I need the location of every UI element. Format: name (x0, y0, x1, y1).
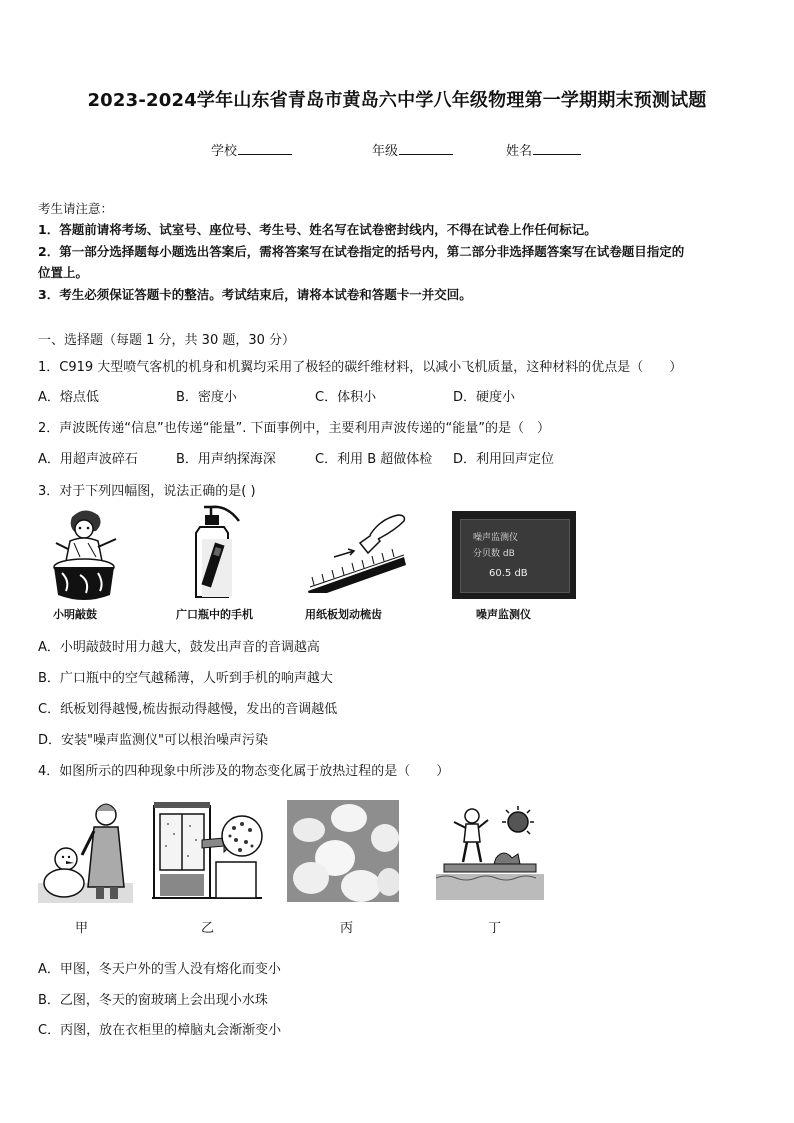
name-label: 姓名 (506, 144, 533, 159)
q3-option-a: A．小明敲鼓时用力越大，鼓发出声音的音调越高 (38, 640, 320, 655)
q3-caption-4: 噪声监测仪 (476, 608, 531, 621)
q3-caption-2: 广口瓶中的手机 (176, 608, 253, 621)
q2-option-a: A．用超声波碎石 (38, 452, 138, 467)
question-3-stem: 3．对于下列四幅图，说法正确的是( ) (38, 484, 256, 499)
question-2-stem: 2．声波既传递“信息”也传递“能量”. 下面事例中，主要利用声波传递的“能量”的是（ ） (38, 421, 550, 436)
q3-caption-1: 小明敲鼓 (53, 608, 97, 621)
mothballs-figure (287, 800, 399, 902)
notice-item-2-cont: 位置上。 (38, 265, 89, 280)
grade-field (372, 140, 453, 159)
q2-option-b: B．用声纳探海深 (176, 452, 276, 467)
monitor-screen (460, 519, 570, 593)
name-blank (533, 142, 581, 155)
drum-figure (44, 503, 124, 601)
q4-caption-bing: 丙 (340, 921, 354, 936)
q4-caption-yi: 乙 (201, 921, 215, 936)
school-field (211, 140, 292, 159)
q3-option-c: C．纸板划得越慢,梳齿振动得越慢，发出的音调越低 (38, 702, 338, 717)
q3-option-d: D．安装"噪声监测仪"可以根治噪声污染 (38, 733, 268, 748)
notice-heading: 考生请注意： (38, 201, 114, 216)
question-4-stem: 4．如图所示的四种现象中所涉及的物态变化属于放热过程的是（ ） (38, 764, 450, 779)
school-label: 学校 (211, 144, 238, 159)
question-1-stem: 1．C919 大型喷气客机的机身和机翼均采用了极轻的碳纤维材料，以减小飞机质量，这种材料的优点是（ ） (38, 360, 683, 375)
q4-caption-jia: 甲 (75, 921, 89, 936)
q4-option-b: B．乙图，冬天的窗玻璃上会出现小水珠 (38, 993, 268, 1008)
notice-item-2: 2．第一部分选择题每小题选出答案后，需将答案写在试卷指定的括号内，第二部分非选择题答案写在试卷题目指定的 (38, 244, 685, 259)
q1-option-b: B．密度小 (176, 390, 237, 405)
notice-item-1: 1．答题前请将考场、试室号、座位号、考生号、姓名写在试卷密封线内，不得在试卷上作任何标记。 (38, 222, 597, 237)
monitor-line-2: 分贝数 dB (473, 549, 515, 559)
q4-caption-ding: 丁 (488, 921, 502, 936)
monitor-reading: 60.5 dB (489, 568, 528, 579)
snowman-figure (38, 797, 133, 903)
comb-figure (304, 513, 408, 593)
school-blank (238, 142, 292, 155)
monitor-line-1: 噪声监测仪 (473, 533, 519, 543)
jar-figure (190, 505, 246, 601)
q4-option-c: C．丙图，放在衣柜里的樟脑丸会渐渐变小 (38, 1023, 282, 1038)
noise-monitor-figure (452, 511, 576, 599)
q1-option-c: C．体积小 (315, 390, 377, 405)
grade-label: 年级 (372, 144, 399, 159)
notice-item-3: 3．考生必须保证答题卡的整洁。考试结束后，请将本试卷和答题卡一并交回。 (38, 287, 472, 302)
window-figure (150, 800, 264, 904)
q2-option-d: D．利用回声定位 (453, 452, 555, 467)
q4-option-a: A．甲图，冬天户外的雪人没有熔化而变小 (38, 962, 281, 977)
section-heading: 一、选择题（每题 1 分，共 30 题，30 分） (38, 333, 296, 348)
q1-option-d: D．硬度小 (453, 390, 516, 405)
swimmer-figure (436, 804, 544, 900)
name-field (506, 140, 581, 159)
q1-option-a: A．熔点低 (38, 390, 99, 405)
page-title: 2023-2024学年山东省青岛市黄岛六中学八年级物理第一学期期末预测试题 (87, 90, 707, 111)
q2-option-c: C．利用 B 超做体检 (315, 452, 433, 467)
q3-caption-3: 用纸板划动梳齿 (305, 608, 382, 621)
grade-blank (399, 142, 453, 155)
q3-option-b: B．广口瓶中的空气越稀薄，人听到手机的响声越大 (38, 671, 333, 686)
